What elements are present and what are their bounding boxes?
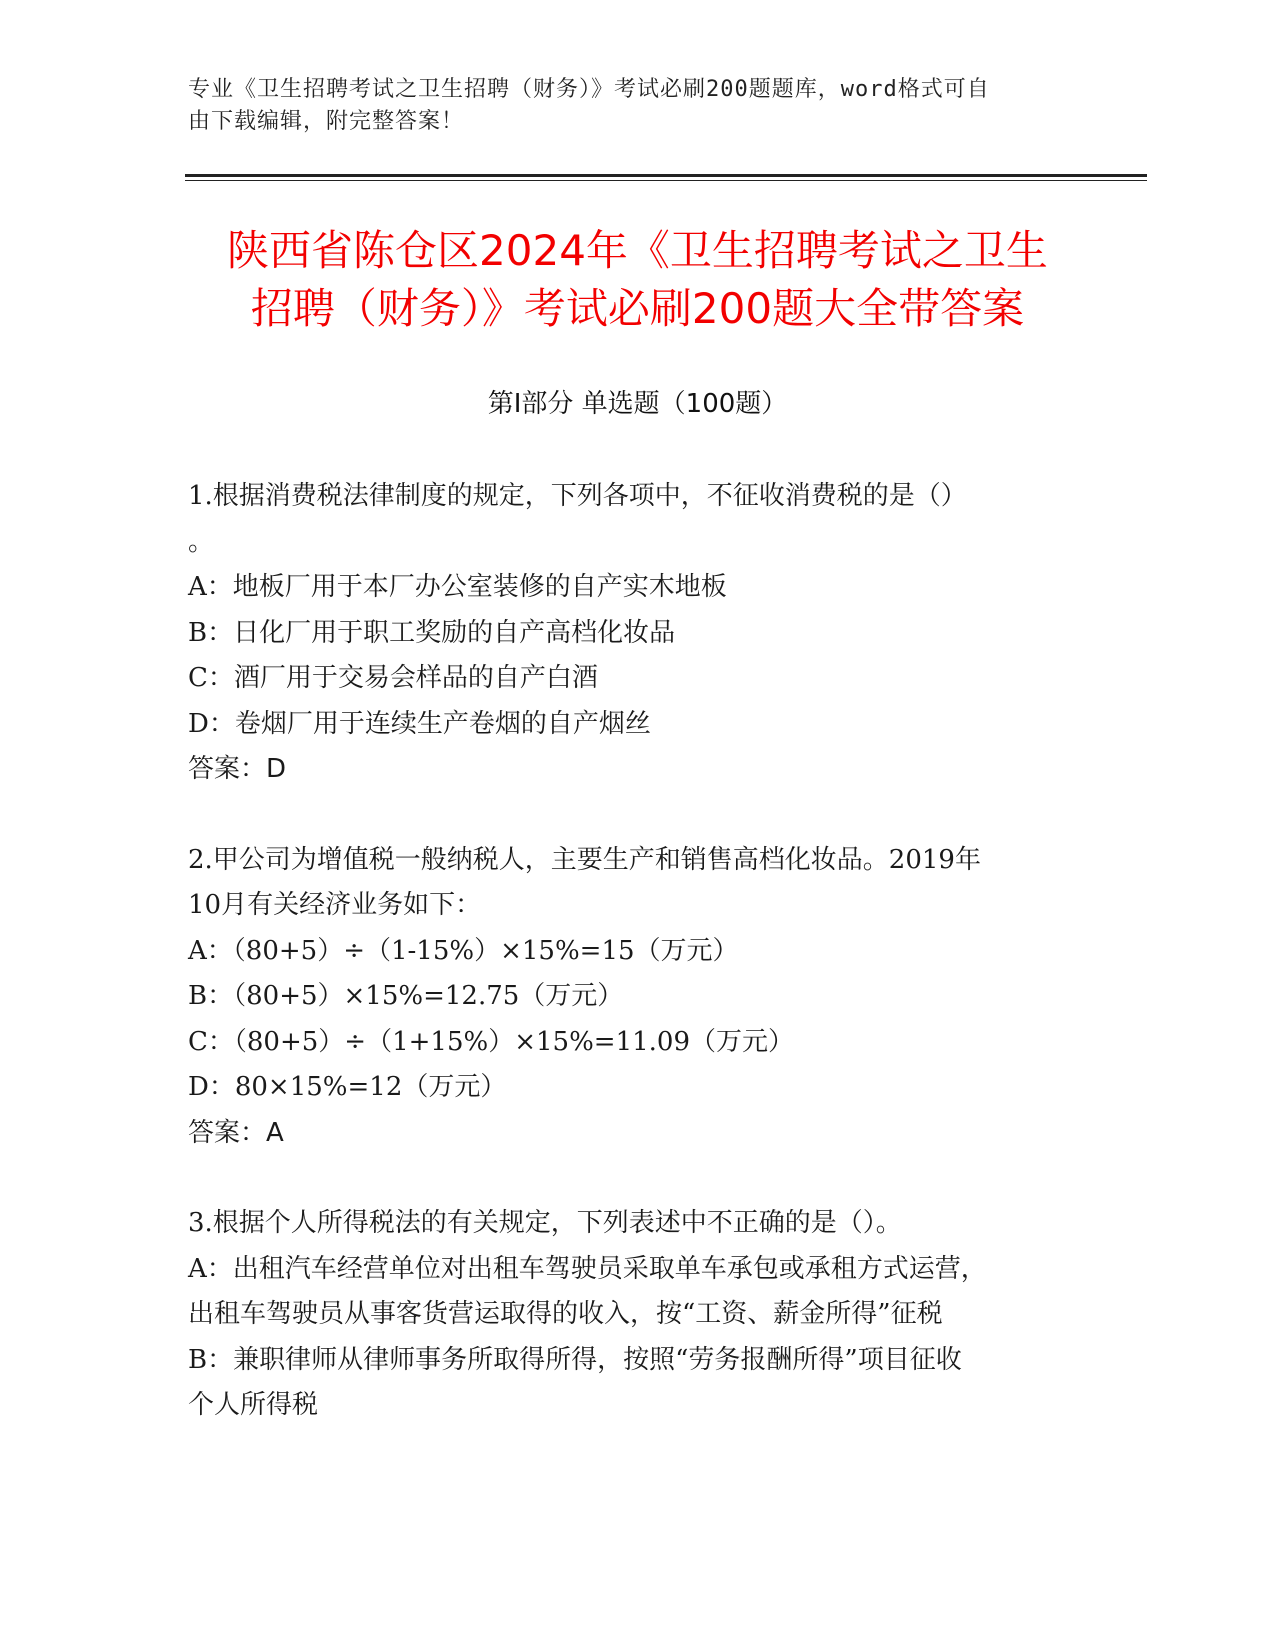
option-a: A：地板厂用于本厂办公室装修的自产实木地板 [188, 572, 727, 602]
option-a-continued: 出租车驾驶员从事客货营运取得的收入，按“工资、薪金所得”征税 [188, 1299, 943, 1329]
question-1 [188, 474, 1068, 793]
header-divider-thick [185, 174, 1147, 177]
option-c: C：（80+5）÷（1+15%）×15%=11.09（万元） [188, 1026, 794, 1057]
document-title-line-2: 招聘（财务）》考试必刷200题大全带答案 [250, 284, 1025, 333]
option-a: A：出租汽车经营单位对出租车驾驶员采取单车承包或承租方式运营， [188, 1253, 987, 1284]
question-list [188, 474, 1068, 1474]
header-note-line-1: 专业《卫生招聘考试之卫生招聘（财务）》考试必刷200题题库，word格式可自 [188, 77, 990, 102]
option-a: A：（80+5）÷（1-15%）×15%=15（万元） [188, 935, 739, 966]
section-heading: 第Ⅰ部分 单选题（100题） [487, 389, 788, 419]
option-b: B：（80+5）×15%=12.75（万元） [188, 981, 624, 1011]
option-c: C：酒厂用于交易会样品的自产白酒 [188, 663, 598, 693]
header-note [188, 74, 1068, 138]
question-stem-line: 3.根据个人所得税法的有关规定，下列表述中不正确的是（）。 [188, 1208, 902, 1238]
option-d: D：80×15%=12（万元） [188, 1072, 507, 1102]
question-2 [188, 838, 1068, 1157]
option-d: D：卷烟厂用于连续生产卷烟的自产烟丝 [188, 708, 651, 739]
answer-line: 答案：A [188, 1117, 284, 1148]
question-stem-line: 10月有关经济业务如下： [188, 890, 482, 920]
option-b: B：兼职律师从律师事务所取得所得，按照“劳务报酬所得”项目征收 [188, 1344, 962, 1375]
question-stem-line: 1.根据消费税法律制度的规定，下列各项中，不征收消费税的是（） [188, 481, 967, 511]
document-title [150, 222, 1125, 338]
question-3 [188, 1201, 1068, 1429]
question-stem-line: 。 [188, 526, 215, 557]
header-note-line-2: 由下载编辑，附完整答案！ [188, 109, 465, 134]
header-divider-thin [185, 180, 1147, 181]
option-b-continued: 个人所得税 [188, 1390, 319, 1420]
answer-line: 答案：D [188, 754, 287, 784]
option-b: B：日化厂用于职工奖励的自产高档化妆品 [188, 617, 676, 648]
question-stem-line: 2.甲公司为增值税一般纳税人，主要生产和销售高档化妆品。2019年 [188, 844, 981, 875]
document-title-line-1: 陕西省陈仓区2024年《卫生招聘考试之卫生 [227, 226, 1048, 275]
